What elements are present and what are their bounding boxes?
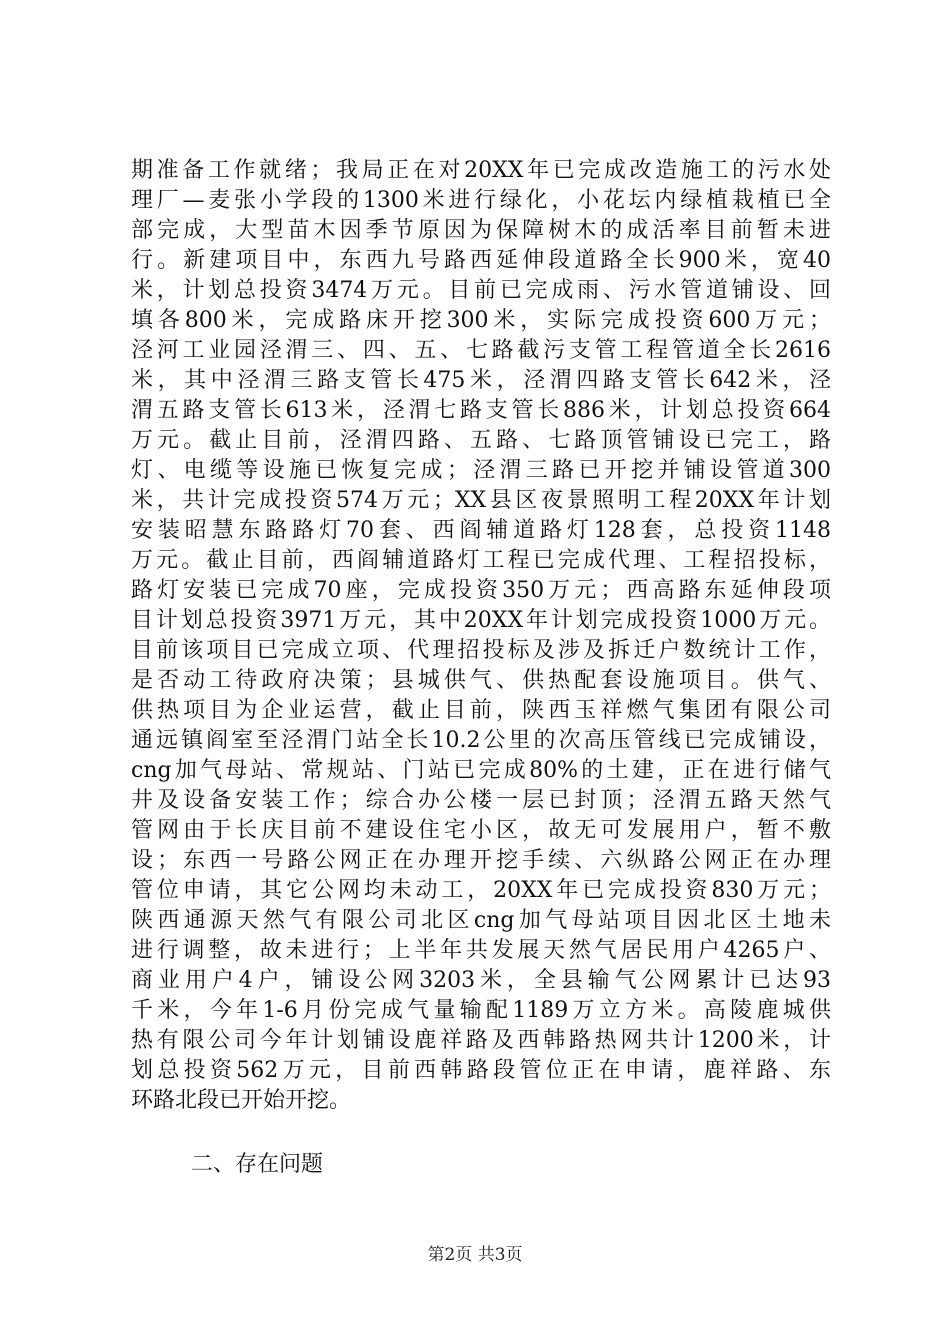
paragraph-line: 陕西通源天然气有限公司北区cng加气母站项目因北区土地未 bbox=[131, 908, 831, 933]
paragraph-line: 管位申请，其它公网均未动工，20XX年已完成投资830万元； bbox=[131, 878, 831, 903]
page-footer: 第2页 共3页 bbox=[427, 1245, 523, 1265]
paragraph-line: 管网由于长庆目前不建设住宅小区，故无可发展用户，暂不敷 bbox=[131, 818, 831, 843]
paragraph-line: 万元。截止目前，泾渭四路、五路、七路顶管铺设已完工，路 bbox=[131, 428, 831, 453]
paragraph-line: cng加气母站、常规站、门站已完成80%的土建，正在进行储气 bbox=[131, 758, 831, 783]
paragraph-line: 部完成，大型苗木因季节原因为保障树木的成活率目前暂未进 bbox=[131, 218, 831, 243]
paragraph-line: 环路北段已开始开挖。 bbox=[131, 1088, 352, 1113]
paragraph-line: 供热项目为企业运营，截止目前，陕西玉祥燃气集团有限公司 bbox=[131, 698, 831, 723]
paragraph-line: 渭五路支管长613米，泾渭七路支管长886米，计划总投资664 bbox=[131, 398, 831, 423]
paragraph-line: 行。新建项目中，东西九号路西延伸段道路全长900米，宽40 bbox=[131, 248, 831, 273]
paragraph-line: 千米，今年1-6月份完成气量输配1189万立方米。高陵鹿城供 bbox=[131, 998, 831, 1023]
paragraph-line: 目计划总投资3971万元，其中20XX年计划完成投资1000万元。 bbox=[131, 608, 831, 633]
paragraph-line: 路灯安装已完成70座，完成投资350万元；西高路东延伸段项 bbox=[131, 578, 831, 603]
paragraph-line: 安装昭慧东路路灯70套、西阎辅道路灯128套，总投资1148 bbox=[131, 518, 831, 543]
paragraph-line: 灯、电缆等设施已恢复完成；泾渭三路已开挖并铺设管道300 bbox=[131, 458, 831, 483]
paragraph-line: 热有限公司今年计划铺设鹿祥路及西韩路热网共计1200米，计 bbox=[131, 1028, 831, 1053]
paragraph-line: 米，其中泾渭三路支管长475米，泾渭四路支管长642米，泾 bbox=[131, 368, 831, 393]
paragraph-line: 井及设备安装工作；综合办公楼一层已封顶；泾渭五路天然气 bbox=[131, 788, 831, 813]
paragraph-line: 是否动工待政府决策；县城供气、供热配套设施项目。供气、 bbox=[131, 668, 831, 693]
section-heading: 二、存在问题 bbox=[191, 1152, 324, 1177]
paragraph-line: 划总投资562万元，目前西韩路段管位正在申请，鹿祥路、东 bbox=[131, 1058, 831, 1083]
paragraph-line: 期准备工作就绪；我局正在对20XX年已完成改造施工的污水处 bbox=[131, 158, 831, 183]
paragraph-line: 填各800米，完成路床开挖300米，实际完成投资600万元； bbox=[131, 308, 831, 333]
paragraph-line: 通远镇阎室至泾渭门站全长10.2公里的次高压管线已完成铺设， bbox=[131, 728, 831, 753]
paragraph-line: 泾河工业园泾渭三、四、五、七路截污支管工程管道全长2616 bbox=[131, 338, 831, 363]
paragraph-line: 米，计划总投资3474万元。目前已完成雨、污水管道铺设、回 bbox=[131, 278, 831, 303]
paragraph-line: 设；东西一号路公网正在办理开挖手续、六纵路公网正在办理 bbox=[131, 848, 831, 873]
body-paragraph bbox=[131, 156, 831, 1116]
paragraph-line: 米，共计完成投资574万元；XX县区夜景照明工程20XX年计划 bbox=[131, 488, 831, 513]
paragraph-line: 目前该项目已完成立项、代理招投标及涉及拆迁户数统计工作， bbox=[131, 638, 831, 663]
paragraph-line: 商业用户4户，铺设公网3203米，全县输气公网累计已达93 bbox=[131, 968, 831, 993]
paragraph-line: 进行调整，故未进行；上半年共发展天然气居民用户4265户、 bbox=[131, 938, 831, 963]
paragraph-line: 理厂—麦张小学段的1300米进行绿化，小花坛内绿植栽植已全 bbox=[131, 188, 831, 213]
paragraph-line: 万元。截止目前，西阎辅道路灯工程已完成代理、工程招投标， bbox=[131, 548, 831, 573]
